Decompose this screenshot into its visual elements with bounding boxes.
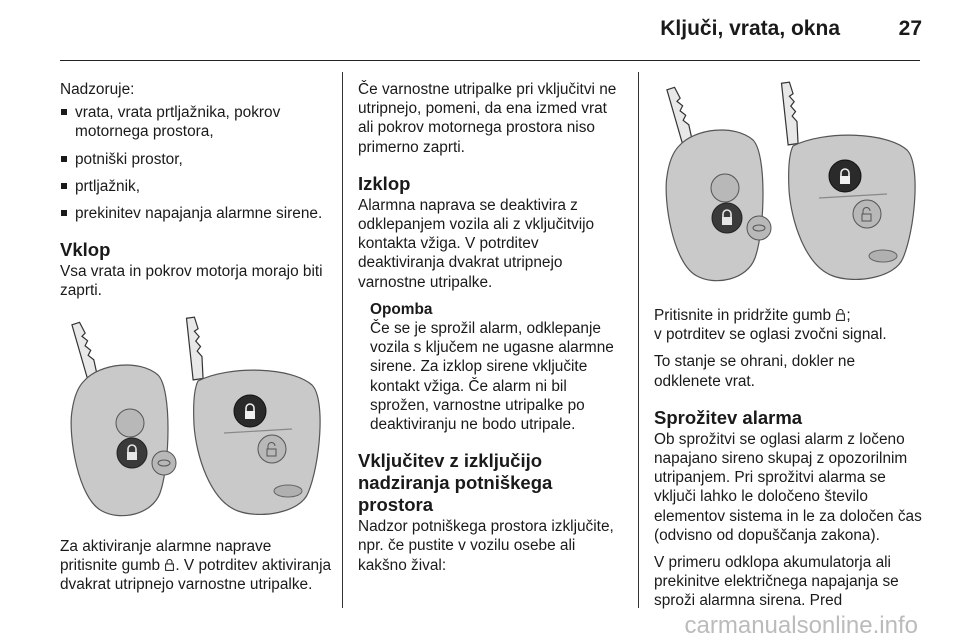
paragraph-izklop: Alarmna naprava se deaktivira z odklepanjem vozila ali z vključitvijo kontakta vžiga. V potrditev deaktiviranja dvakrat utripnejo varnostne utripalke. <box>358 196 595 291</box>
paragraph-sprozitev: Ob sprožitvi se oglasi alarm z ločeno napajano sireno skupaj z opozorilnim utripanjem. Pri sprožitvi alarma se vključi lahko le določeno število elementov sistema in le za določen čas (odvisno od dopuščanja zakona). <box>654 430 922 544</box>
heading-interior-monitoring: Vključitev z izključijo nadziranja potniškega prostora <box>358 450 553 516</box>
watermark: carmanualsonline.info <box>684 612 918 639</box>
lock-icon <box>836 309 845 321</box>
heading-sprozitev: Sprožitev alarma <box>654 406 803 428</box>
note-title: Opomba <box>370 300 433 318</box>
page-header-title: Ključi, vrata, okna <box>660 17 840 40</box>
fob-left <box>666 130 763 281</box>
key-fob-illustration <box>60 315 324 525</box>
key-blade-right <box>780 82 801 145</box>
key-fob-illustration-2 <box>654 80 920 290</box>
note-box <box>358 300 626 434</box>
paragraph-vklop: Vsa vrata in pokrov motorja morajo biti zaprti. <box>60 263 323 300</box>
note-text: Če se je sprožil alarm, odklepanje vozila s ključem ne ugasne alarmne sirene. Za izklop sirene vključite kontakt vžiga. Če alarm ni bil sprožen, varnostne utripalke po deaktiviranju ne bodo utripale. <box>370 320 614 434</box>
paragraph-interior-monitoring: Nadzor potniškega prostora izključite, npr. če pustite v vozilu osebe ali kakšno žival: <box>358 518 614 574</box>
list-item: prekinitev napajanja alarmne sirene. <box>60 204 332 223</box>
paragraph-no-flash: Če varnostne utripalke pri vključitvi ne utripnejo, pomeni, da ena izmed vrat ali pokrov motornega prostora niso primerno zaprti. <box>358 81 617 156</box>
heading-izklop: Izklop <box>358 172 411 194</box>
paragraph-press-hold: Pritisnite in pridržite gumb ; v potrditev se oglasi zvočni signal. <box>654 307 887 344</box>
heading-vklop: Vklop <box>60 239 111 261</box>
column-3 <box>654 80 924 619</box>
list-item: potniški prostor, <box>60 150 332 169</box>
lock-icon <box>165 559 174 571</box>
fob-left <box>71 365 168 516</box>
trunk-button-left <box>747 216 771 240</box>
column-2 <box>358 80 626 583</box>
column-1 <box>60 80 332 602</box>
column-divider <box>638 72 639 608</box>
page-number: 27 <box>898 17 922 40</box>
monitored-list <box>60 103 332 223</box>
column-divider <box>342 72 343 608</box>
intro-text: Nadzoruje: <box>60 81 135 98</box>
list-item: prtljažnik, <box>60 177 332 196</box>
lock-button-left <box>116 409 144 437</box>
paragraph-activate: Za aktiviranje alarmne naprave pritisnite gumb . V potrditev aktiviranja dvakrat utripnejo varnostne utripalke. <box>60 537 332 594</box>
list-item: vrata, vrata prtljažnika, pokrov motornega prostora, <box>60 103 332 141</box>
paragraph-battery: V primeru odklopa akumulatorja ali prekinitve električnega napajanja se sproži alarmna sirena. Pred <box>654 554 899 610</box>
lock-button-left <box>711 174 739 202</box>
trunk-button-left <box>152 451 176 475</box>
header-rule <box>60 60 920 61</box>
paragraph-status: To stanje se ohrani, dokler ne odklenete vrat. <box>654 353 856 390</box>
